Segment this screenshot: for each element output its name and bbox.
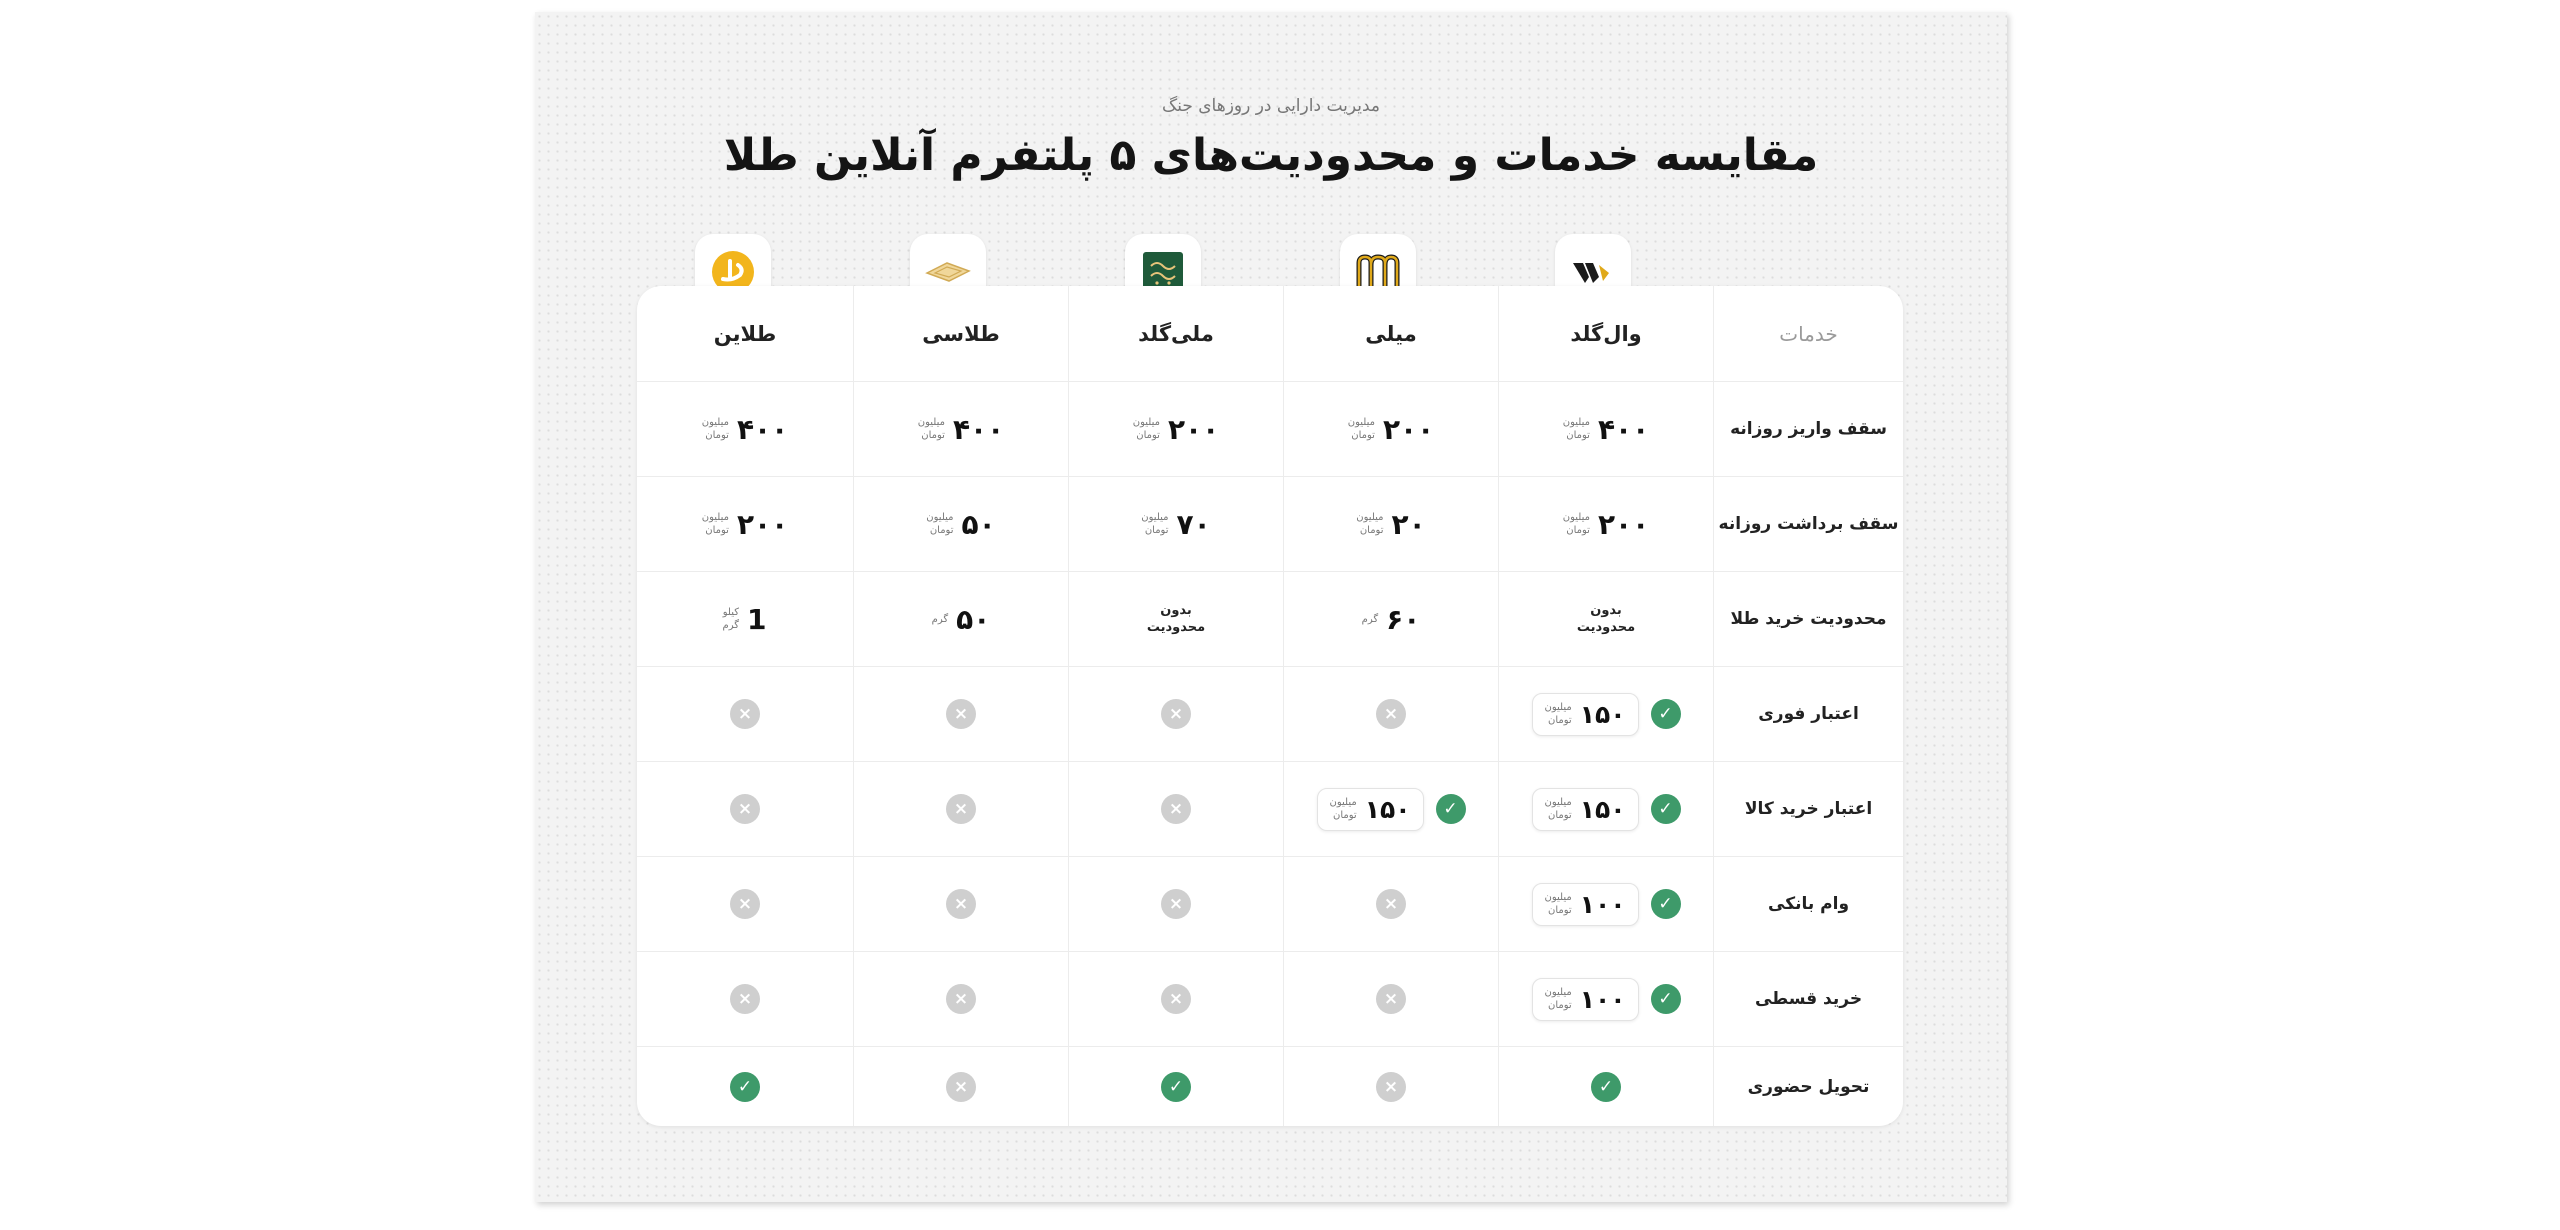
unit-line: میلیون	[1329, 797, 1357, 808]
x-circle-icon: ×	[730, 794, 760, 824]
unit-line: میلیون	[926, 512, 954, 523]
unit-line: گرم	[931, 613, 949, 625]
platform-name: ملی‌گلد	[1138, 321, 1214, 346]
x-circle-icon: ×	[1161, 984, 1191, 1014]
service-label-cell	[1713, 572, 1903, 667]
value-number: ۵۰	[961, 507, 996, 541]
unit-line: میلیون	[1544, 702, 1572, 713]
value-cell	[1498, 857, 1713, 952]
wallgold-logo-icon	[1573, 259, 1613, 285]
x-circle-icon: ×	[1376, 699, 1406, 729]
value-number: ۲۰	[1391, 507, 1426, 541]
value-cell	[1498, 1047, 1713, 1126]
value-unit	[1133, 416, 1160, 442]
service-label: اعتبار فوری	[1758, 704, 1859, 724]
check-circle-icon: ✓	[1436, 794, 1466, 824]
value-block	[1133, 413, 1220, 446]
value-cell	[1068, 857, 1283, 952]
value-cell	[1498, 762, 1713, 857]
unit-line: کیلو	[722, 607, 739, 618]
unit-line: تومان	[1351, 430, 1375, 441]
value-block	[1348, 413, 1435, 446]
unit-line: تومان	[1333, 810, 1357, 821]
credit-block	[1532, 693, 1681, 736]
value-cell	[853, 857, 1068, 952]
header-platform-cell	[637, 286, 853, 382]
value-unit	[1356, 511, 1383, 537]
unit-line: گرم	[722, 620, 739, 631]
value-number: ۷۰	[1176, 507, 1211, 541]
value-block	[702, 413, 789, 446]
unit-line: تومان	[1548, 1000, 1572, 1011]
value-cell	[1283, 667, 1498, 762]
value-unit	[702, 511, 729, 537]
x-circle-icon: ×	[730, 699, 760, 729]
unit-line: تومان	[705, 525, 729, 536]
value-unit	[1362, 613, 1378, 626]
credit-block	[1317, 788, 1466, 831]
value-block	[1141, 508, 1210, 541]
value-unit	[1545, 796, 1572, 822]
value-unit	[1348, 416, 1375, 442]
value-unit	[723, 606, 739, 632]
no-limit-line: محدودیت	[1576, 620, 1636, 635]
header-platform-cell	[1283, 286, 1498, 382]
value-cell	[637, 382, 853, 477]
service-label-cell	[1713, 667, 1903, 762]
service-label-cell	[1713, 762, 1903, 857]
value-unit	[918, 416, 945, 442]
value-cell	[1283, 1047, 1498, 1126]
value-cell	[853, 762, 1068, 857]
service-label: سقف واریز روزانه	[1730, 419, 1887, 439]
value-number: ۴۰۰	[736, 412, 789, 446]
comparison-table	[637, 286, 1903, 1126]
unit-line: تومان	[1548, 905, 1572, 916]
value-cell	[637, 857, 853, 952]
value-number: ۲۰۰	[1382, 412, 1435, 446]
check-circle-icon: ✓	[1651, 699, 1681, 729]
value-number: ۴۰۰	[1597, 412, 1650, 446]
no-limit-text	[1147, 602, 1205, 636]
value-unit	[1330, 796, 1357, 822]
value-unit	[1545, 701, 1572, 727]
header-platform-cell	[853, 286, 1068, 382]
value-block	[702, 508, 789, 541]
value-unit	[1141, 511, 1168, 537]
value-cell	[853, 382, 1068, 477]
value-cell	[637, 762, 853, 857]
value-cell	[853, 952, 1068, 1047]
no-limit-line: محدودیت	[1146, 620, 1206, 635]
service-label: سقف برداشت روزانه	[1718, 514, 1899, 534]
value-number: ۱۵۰	[1364, 794, 1411, 824]
page-subtitle: مدیریت دارایی در روزهای جنگ	[1161, 96, 1381, 116]
unit-line: تومان	[1548, 715, 1572, 726]
value-number: ۱۵۰	[1579, 699, 1626, 729]
x-circle-icon: ×	[730, 984, 760, 1014]
x-circle-icon: ×	[946, 699, 976, 729]
value-cell	[853, 572, 1068, 667]
unit-line: میلیون	[1356, 512, 1384, 523]
platform-name: وال‌گلد	[1570, 321, 1642, 346]
unit-line: میلیون	[1544, 892, 1572, 903]
platform-name: میلی	[1365, 321, 1417, 346]
credit-amount-pill	[1532, 978, 1639, 1021]
service-label-cell	[1713, 952, 1903, 1047]
unit-line: گرم	[1361, 613, 1379, 625]
x-circle-icon: ×	[946, 889, 976, 919]
x-circle-icon: ×	[946, 984, 976, 1014]
x-circle-icon: ×	[946, 794, 976, 824]
value-block	[926, 508, 995, 541]
value-cell	[853, 477, 1068, 572]
x-circle-icon: ×	[1376, 1072, 1406, 1102]
unit-line: میلیون	[701, 417, 729, 428]
value-cell	[637, 952, 853, 1047]
platform-name: طلاسی	[922, 321, 1000, 346]
value-number: ۱۵۰	[1579, 794, 1626, 824]
service-label-cell	[1713, 382, 1903, 477]
value-block	[1563, 413, 1650, 446]
value-cell	[1498, 952, 1713, 1047]
x-circle-icon: ×	[1376, 984, 1406, 1014]
service-label-cell	[1713, 1047, 1903, 1126]
value-block	[932, 603, 991, 636]
page-title: مقایسه خدمات و محدودیت‌های ۵ پلتفرم آنلاین طلا	[723, 130, 1819, 181]
value-cell	[1498, 572, 1713, 667]
unit-line: تومان	[1566, 430, 1590, 441]
credit-block	[1532, 883, 1681, 926]
value-number: ۲۰۰	[1597, 507, 1650, 541]
no-limit-line: بدون	[1590, 603, 1622, 618]
platform-name: طلاین	[713, 321, 777, 346]
value-unit	[932, 613, 948, 626]
services-header: خدمات	[1779, 321, 1838, 346]
unit-line: تومان	[1566, 525, 1590, 536]
credit-amount-pill	[1532, 788, 1639, 831]
credit-block	[1532, 788, 1681, 831]
check-circle-icon: ✓	[1651, 794, 1681, 824]
check-circle-icon: ✓	[1161, 1072, 1191, 1102]
unit-line: تومان	[1359, 525, 1384, 536]
unit-line: میلیون	[1544, 797, 1572, 808]
service-label-cell	[1713, 857, 1903, 952]
no-limit-line: بدون	[1160, 603, 1192, 618]
value-number: ۱۰۰	[1579, 984, 1626, 1014]
x-circle-icon: ×	[1161, 699, 1191, 729]
value-cell	[1068, 572, 1283, 667]
value-number: ۶۰	[1386, 602, 1421, 636]
talasi-logo-icon	[923, 259, 973, 285]
value-cell	[853, 1047, 1068, 1126]
credit-block	[1532, 978, 1681, 1021]
header-services-cell	[1713, 286, 1903, 382]
credit-block	[1591, 1072, 1621, 1102]
x-circle-icon: ×	[1161, 794, 1191, 824]
service-label: محدودیت خرید طلا	[1730, 609, 1887, 629]
value-cell	[1283, 382, 1498, 477]
service-label: خرید قسطی	[1754, 989, 1863, 1009]
value-block	[723, 603, 768, 636]
unit-line: میلیون	[917, 417, 945, 428]
value-block	[1563, 508, 1650, 541]
value-cell	[1498, 667, 1713, 762]
value-unit	[926, 511, 953, 537]
unit-line: تومان	[921, 430, 945, 441]
x-circle-icon: ×	[730, 889, 760, 919]
infographic-card	[535, 12, 2007, 1202]
x-circle-icon: ×	[1161, 889, 1191, 919]
x-circle-icon: ×	[1376, 889, 1406, 919]
value-unit	[1545, 986, 1572, 1012]
value-cell	[1068, 477, 1283, 572]
header-platform-cell	[1498, 286, 1713, 382]
value-cell	[1283, 857, 1498, 952]
value-cell	[1068, 667, 1283, 762]
unit-line: تومان	[705, 430, 729, 441]
credit-amount-pill	[1532, 693, 1639, 736]
unit-line: میلیون	[1562, 417, 1590, 428]
x-circle-icon: ×	[946, 1072, 976, 1102]
value-cell	[1498, 477, 1713, 572]
service-label: اعتبار خرید کالا	[1744, 799, 1873, 819]
unit-line: میلیون	[1141, 512, 1169, 523]
unit-line: میلیون	[1132, 417, 1160, 428]
credit-amount-pill	[1532, 883, 1639, 926]
value-number: ۵۰	[956, 602, 991, 636]
value-number: ۲۰۰	[736, 507, 789, 541]
value-number: ۲۰۰	[1167, 412, 1220, 446]
value-cell	[637, 477, 853, 572]
unit-line: میلیون	[701, 512, 729, 523]
value-cell	[1068, 762, 1283, 857]
check-circle-icon: ✓	[1651, 984, 1681, 1014]
service-label-cell	[1713, 477, 1903, 572]
value-block	[1356, 508, 1425, 541]
credit-block	[1161, 1072, 1191, 1102]
check-circle-icon: ✓	[1591, 1072, 1621, 1102]
service-label: وام بانکی	[1768, 894, 1850, 914]
value-unit	[702, 416, 729, 442]
value-cell	[1283, 952, 1498, 1047]
value-number: ۴۰۰	[952, 412, 1005, 446]
value-cell	[1283, 477, 1498, 572]
value-number: 1	[747, 602, 768, 636]
unit-line: تومان	[1548, 810, 1572, 821]
unit-line: تومان	[1136, 430, 1160, 441]
value-block	[918, 413, 1005, 446]
check-circle-icon: ✓	[730, 1072, 760, 1102]
value-cell	[1068, 952, 1283, 1047]
value-cell	[1283, 572, 1498, 667]
credit-block	[730, 1072, 760, 1102]
unit-line: میلیون	[1347, 417, 1375, 428]
value-unit	[1545, 891, 1572, 917]
unit-line: تومان	[929, 525, 954, 536]
unit-line: میلیون	[1562, 512, 1590, 523]
value-cell	[853, 667, 1068, 762]
no-limit-text	[1577, 602, 1635, 636]
value-block	[1362, 603, 1421, 636]
value-cell	[1068, 1047, 1283, 1126]
value-unit	[1563, 416, 1590, 442]
value-cell	[637, 667, 853, 762]
value-cell	[1068, 382, 1283, 477]
value-cell	[637, 572, 853, 667]
credit-amount-pill	[1317, 788, 1424, 831]
value-cell	[1498, 382, 1713, 477]
unit-line: میلیون	[1544, 987, 1572, 998]
value-number: ۱۰۰	[1579, 889, 1626, 919]
service-label: تحویل حضوری	[1747, 1076, 1870, 1097]
value-cell	[1283, 762, 1498, 857]
value-unit	[1563, 511, 1590, 537]
header-platform-cell	[1068, 286, 1283, 382]
value-cell	[637, 1047, 853, 1126]
unit-line: تومان	[1144, 525, 1169, 536]
check-circle-icon: ✓	[1651, 889, 1681, 919]
